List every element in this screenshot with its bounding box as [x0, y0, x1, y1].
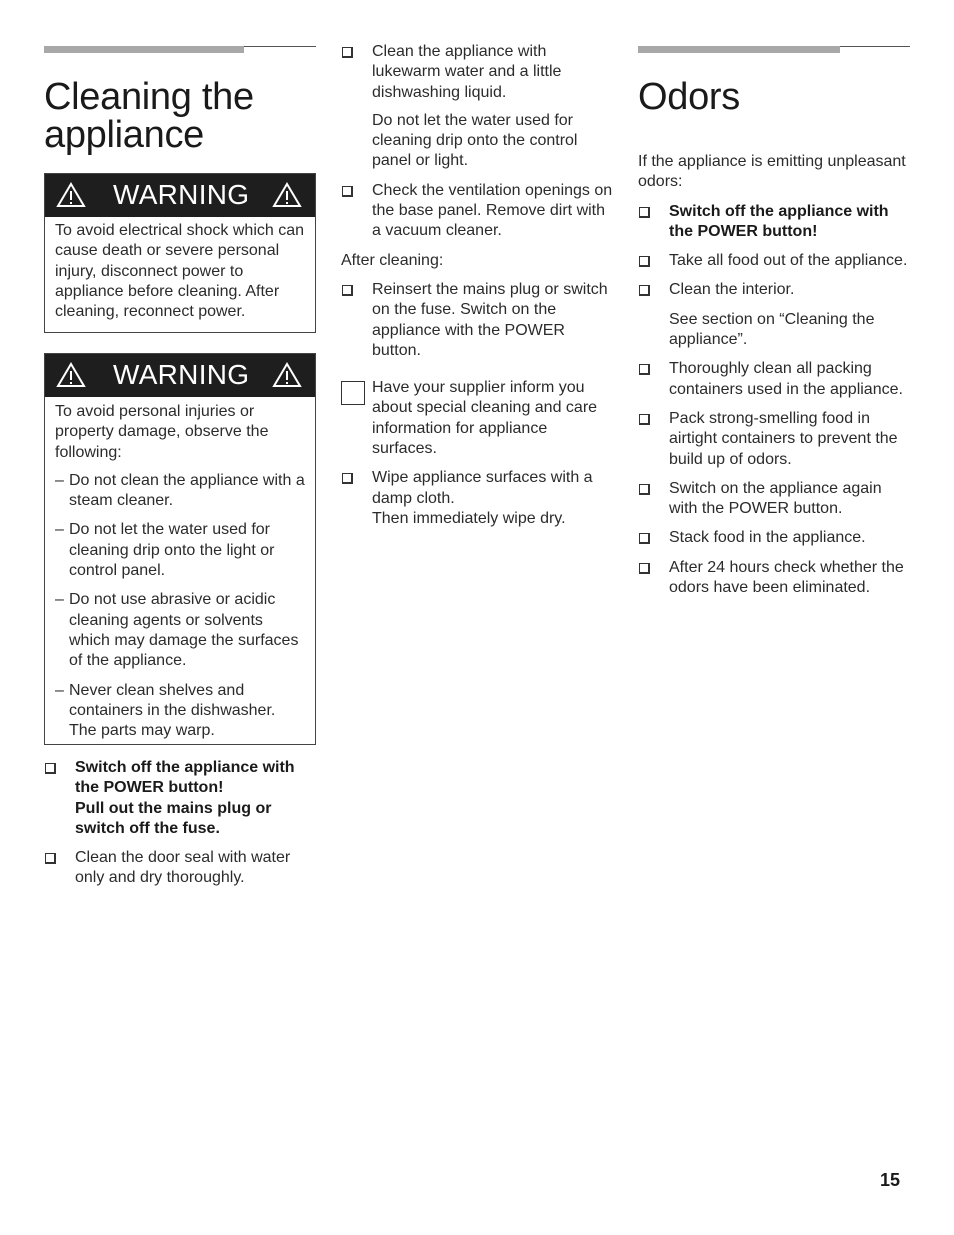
note-text: Do not let the water used for cleaning drip onto the control panel or light. — [372, 111, 578, 170]
checkbox-bullet-icon — [638, 359, 669, 400]
warning-text: To avoid electrical shock which can cause death or severe personal injury, disconnect power to appliance before cleaning. After cleaning, reconnect power. — [55, 222, 305, 321]
odor-step: Clean the interior. — [638, 280, 910, 300]
after-cleaning-label: After cleaning: — [341, 251, 444, 269]
warning-box-electrical — [44, 173, 316, 333]
checkbox-bullet-icon — [341, 468, 372, 529]
odor-step: Thoroughly clean all packing containers used in the appliance. — [638, 359, 910, 400]
checkbox-bullet-icon — [341, 280, 372, 361]
warning-intro: To avoid personal injuries or property damage, observe the following: — [55, 403, 269, 461]
odor-step: Switch on the appliance again with the POWER button. — [638, 479, 910, 520]
warning-list-item: – Do not let the water used for cleaning drip onto the light or control panel. — [55, 521, 275, 580]
checkbox-bullet-icon — [638, 409, 669, 470]
step-switch-off: Switch off the appliance with the POWER button! Pull out the mains plug or switch off the fuse. — [44, 758, 316, 839]
warning-triangle-icon — [56, 362, 86, 388]
warning-list-item: – Do not clean the appliance with a steam cleaner. — [55, 471, 305, 510]
section-rule — [638, 46, 910, 53]
checkbox-bullet-icon — [44, 758, 75, 839]
warning-header — [45, 174, 315, 217]
step-wipe-surfaces: Wipe appliance surfaces with a damp cloth. Then immediately wipe dry. — [341, 468, 613, 529]
warning-triangle-icon — [272, 362, 302, 388]
warning-triangle-icon — [272, 182, 302, 208]
checkbox-bullet-icon — [341, 42, 372, 103]
odor-step: Switch off the appliance with the POWER button! — [638, 202, 910, 243]
title-line-2: appliance — [44, 114, 204, 156]
checkbox-bullet-icon — [44, 848, 75, 889]
warning-header — [45, 354, 315, 397]
info-icon — [341, 381, 365, 405]
step-ventilation: Check the ventilation openings on the base panel. Remove dirt with a vacuum cleaner. — [341, 181, 613, 242]
warning-list-item: – Never clean shelves and containers in the dishwasher. The parts may warp. — [55, 681, 276, 740]
odor-step: Stack food in the appliance. — [638, 528, 910, 548]
note-text: See section on “Cleaning the appliance”. — [669, 310, 875, 349]
step-clean-lukewarm: Clean the appliance with lukewarm water and a little dishwashing liquid. — [341, 42, 613, 103]
section-title-cleaning — [44, 78, 316, 154]
checkbox-bullet-icon — [638, 202, 669, 243]
warning-label: WARNING — [113, 179, 250, 210]
page-number: 15 — [880, 1170, 901, 1190]
step-reinsert-plug: Reinsert the mains plug or switch on the fuse. Switch on the appliance with the POWER button. — [341, 280, 613, 361]
warning-label: WARNING — [113, 359, 250, 390]
odors-intro: If the appliance is emitting unpleasant odors: — [638, 153, 906, 191]
info-note: Have your supplier inform you about special cleaning and care information for appliance surfaces. — [341, 378, 613, 459]
title-line-1: Cleaning the — [44, 76, 254, 118]
checkbox-bullet-icon — [341, 181, 372, 242]
checkbox-bullet-icon — [638, 251, 669, 271]
checkbox-bullet-icon — [638, 528, 669, 548]
section-title-odors: Odors — [638, 76, 740, 118]
step-clean-door-seal: Clean the door seal with water only and dry thoroughly. — [44, 848, 316, 889]
warning-triangle-icon — [56, 182, 86, 208]
checkbox-bullet-icon — [638, 558, 669, 599]
checkbox-bullet-icon — [638, 479, 669, 520]
odor-step: After 24 hours check whether the odors have been eliminated. — [638, 558, 910, 599]
odor-step: Take all food out of the appliance. — [638, 251, 910, 271]
odor-step: Pack strong-smelling food in airtight containers to prevent the build up of odors. — [638, 409, 910, 470]
checkbox-bullet-icon — [638, 280, 669, 300]
warning-list-item: – Do not use abrasive or acidic cleaning agents or solvents which may damage the surfaces of the appliance. — [55, 591, 299, 670]
section-rule — [44, 46, 316, 53]
warning-box-damage — [44, 353, 316, 745]
